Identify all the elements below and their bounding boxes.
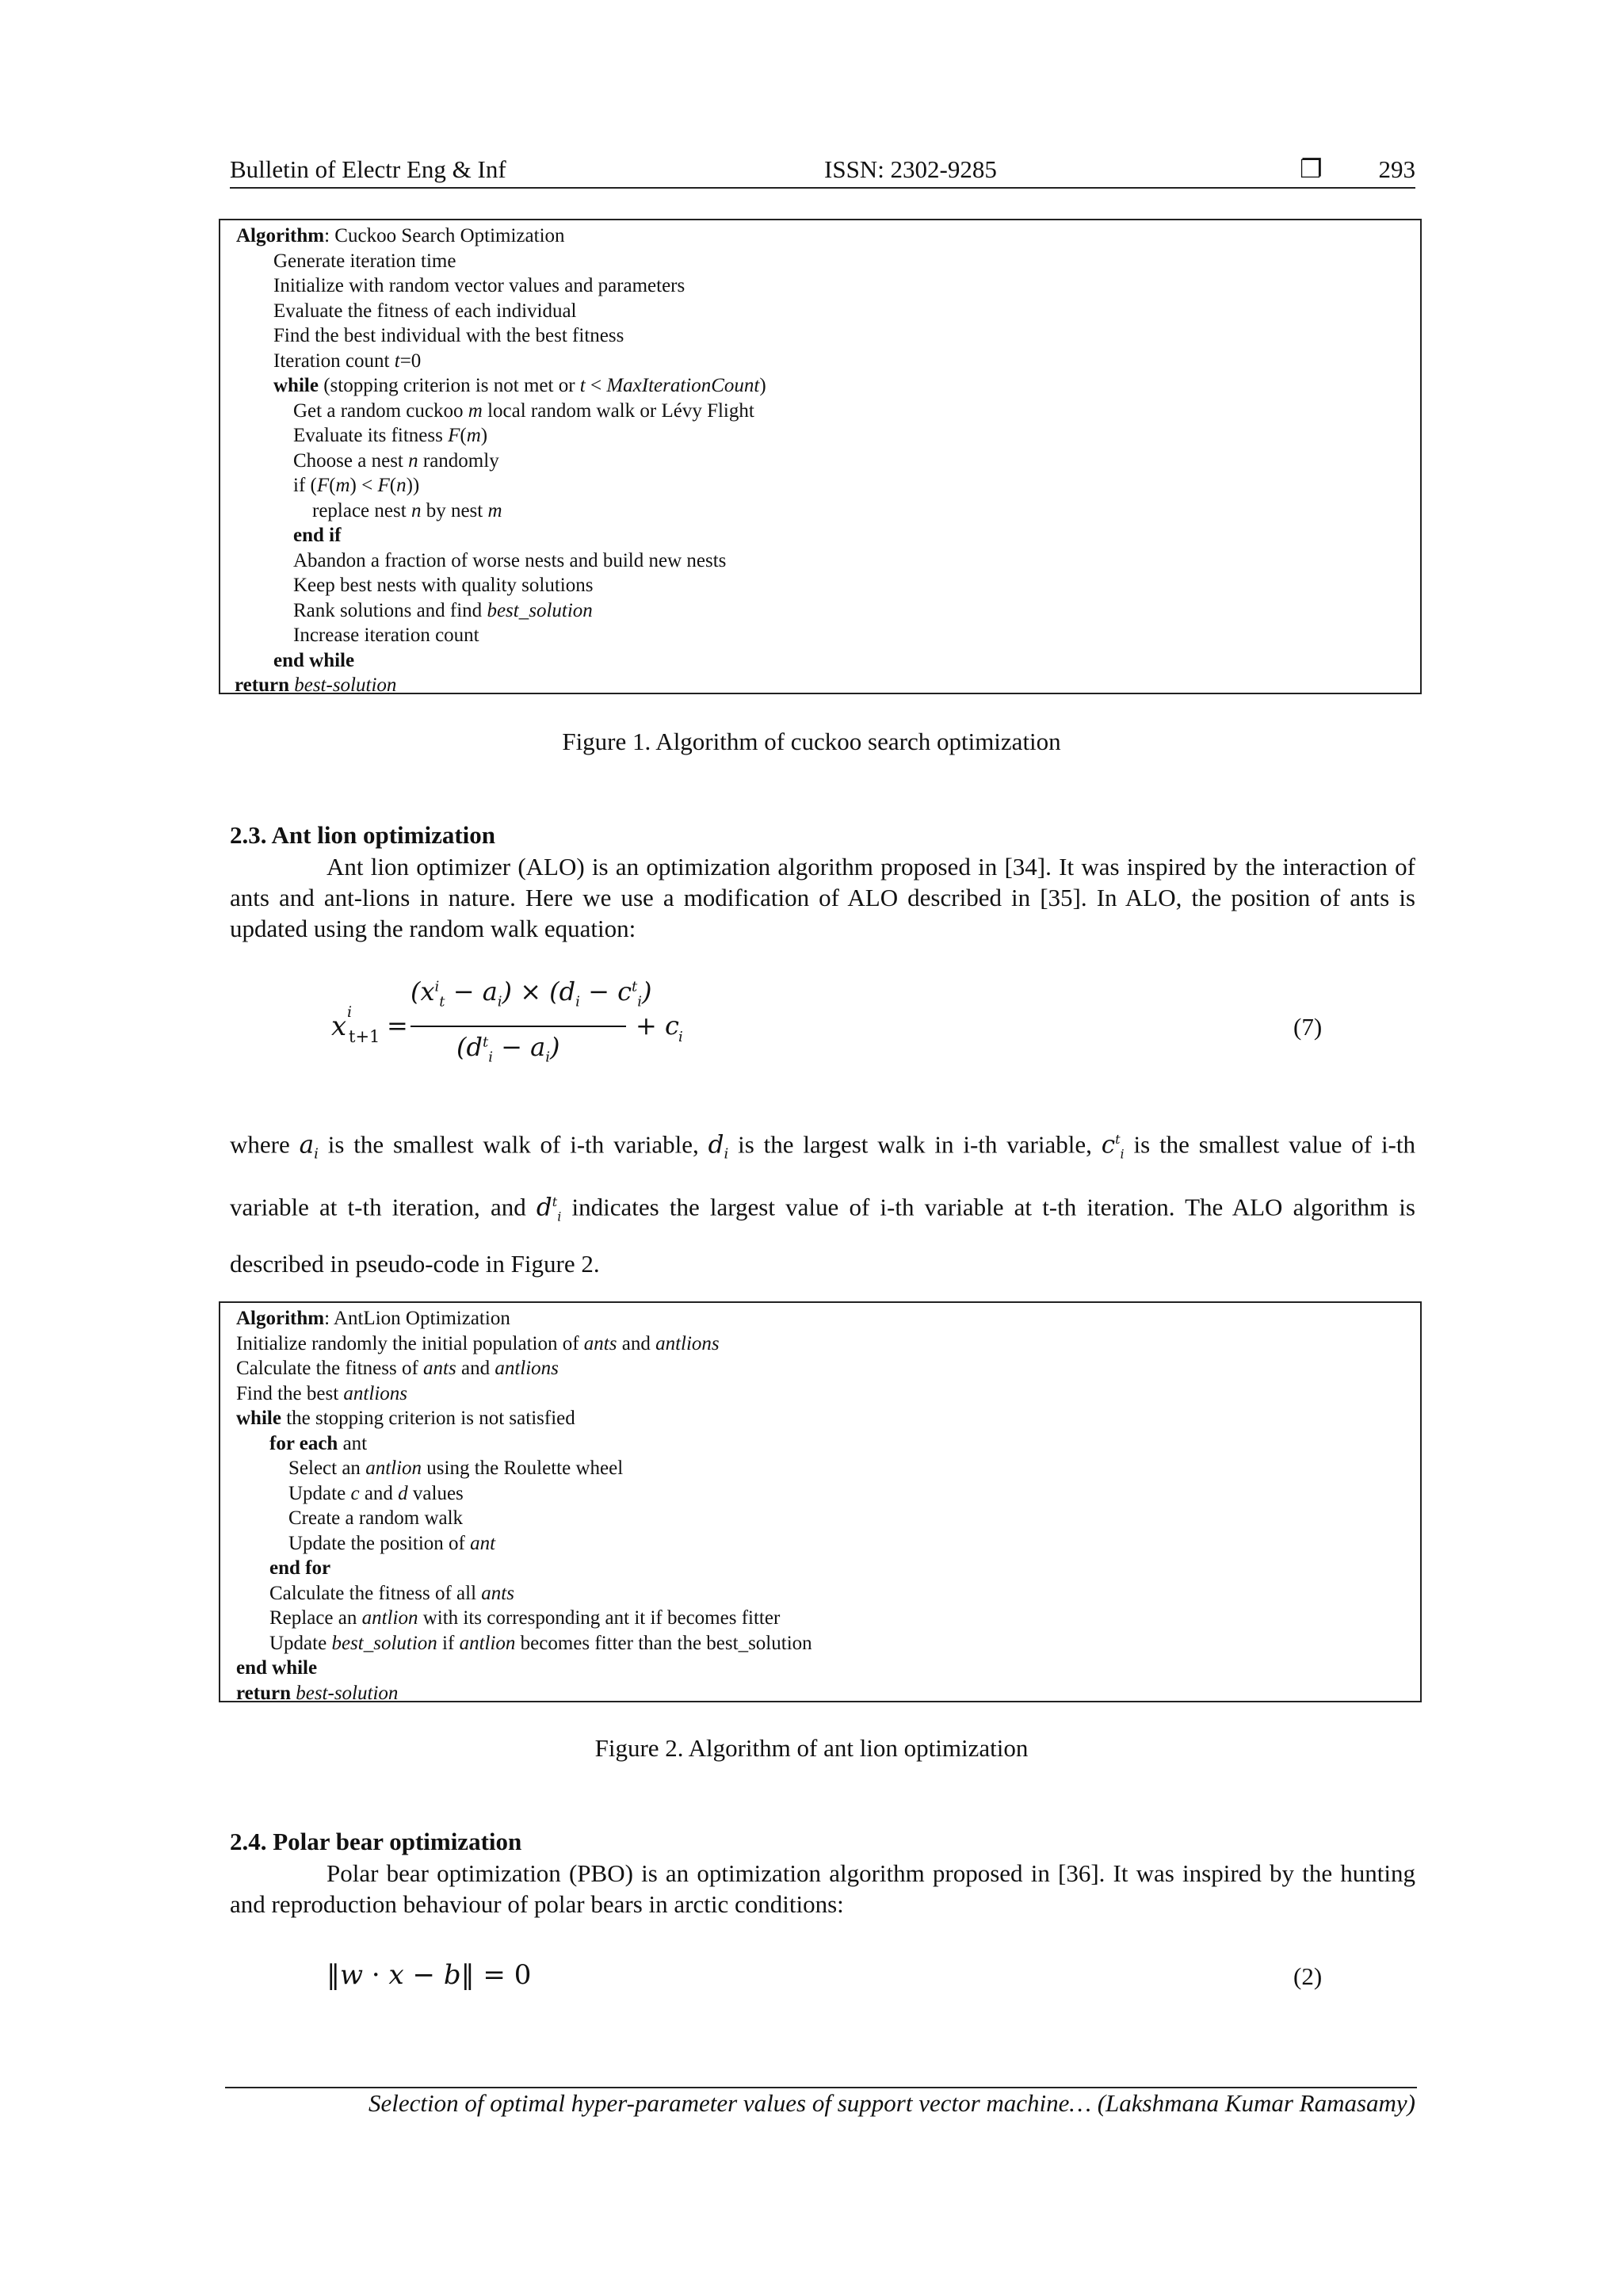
- figure-2-algorithm-box: [219, 1301, 1422, 1702]
- equation-number: (7): [1293, 1013, 1323, 1041]
- algorithm-line: Select an antlion using the Roulette wheel: [288, 1457, 624, 1479]
- algorithm-line: Replace an antlion with its corresponding ant it if becomes fitter: [269, 1607, 781, 1629]
- algorithm-line: end while: [236, 1657, 318, 1679]
- figure-1-algorithm-box: [219, 219, 1422, 694]
- algorithm-line: Find the best individual with the best fitness: [273, 325, 624, 346]
- algorithm-line: Update the position of ant: [288, 1532, 496, 1554]
- paragraph: Ant lion optimizer (ALO) is an optimization algorithm proposed in [34]. It was inspired by the interaction of ants and ant-lions in nature. Here we use a modification of ALO described in [35]. In ALO, the position of ants is updated using the random walk equation:: [230, 853, 1415, 942]
- algorithm-line: end while: [273, 649, 355, 671]
- section-heading: 2.4. Polar bear optimization: [230, 1828, 522, 1855]
- running-header: [230, 155, 1415, 189]
- algorithm-line: return best-solution: [235, 674, 397, 696]
- paragraph: Polar bear optimization (PBO) is an optimization algorithm proposed in [36]. It was inspired by the hunting and reproduction behaviour of polar bears in arctic conditions:: [230, 1859, 1415, 1918]
- algorithm-line: end for: [269, 1557, 331, 1579]
- footer-rule: [225, 2087, 1417, 2088]
- journal-name: Bulletin of Electr Eng & Inf: [230, 155, 506, 183]
- algorithm-line: return best-solution: [236, 1682, 399, 1704]
- issn: ISSN: 2302-9285: [824, 155, 997, 183]
- algorithm-line: Keep best nests with quality solutions: [293, 575, 594, 596]
- equation-number: (2): [1293, 1962, 1323, 1990]
- algorithm-line: Find the best antlions: [236, 1382, 407, 1404]
- figure-1-caption: Figure 1. Algorithm of cuckoo search optimization: [562, 728, 1061, 755]
- algorithm-line: Update best_solution if antlion becomes fitter than the best_solution: [269, 1632, 812, 1654]
- paragraph: where $a_i$ is the smallest walk of i-th variable, $d_i$ is the largest walk in i-th variable, $c^t_i$ is the smallest value of i-th variable at t-th iteration, and $d^t_i$ indicates the largest value of i-th variable at t-th iteration. The ALO algorithm is described in pseudo-code in Figure 2.: [230, 1130, 1415, 1278]
- algorithm-line: for each ant: [269, 1432, 368, 1454]
- running-footer: Selection of optimal hyper-parameter values of support vector machine… (Lakshmana Kumar Ramasamy): [369, 2089, 1415, 2117]
- algorithm-line: if (F(m) < F(n)): [293, 475, 420, 496]
- box-icon: ❐: [1300, 155, 1323, 183]
- algorithm-line: end if: [293, 525, 342, 546]
- algorithm-line: while the stopping criterion is not satisfied: [236, 1408, 575, 1429]
- algorithm-line: Get a random cuckoo m local random walk or Lévy Flight: [293, 399, 754, 422]
- algorithm-title: Algorithm: Cuckoo Search Optimization: [236, 225, 565, 246]
- algorithm-line: replace nest n by nest m: [312, 499, 502, 521]
- algorithm-line: Initialize with random vector values and parameters: [273, 275, 685, 296]
- algorithm-line: Update c and d values: [288, 1482, 464, 1504]
- fraction-numerator: $(x^i_t - a_i) \times (d_i - c^t_i)$: [411, 976, 652, 1010]
- algorithm-line: Calculate the fitness of ants and antlions: [236, 1358, 559, 1379]
- algorithm-line: Evaluate its fitness F(m): [293, 425, 488, 446]
- algorithm-line: Initialize randomly the initial population of ants and antlions: [236, 1332, 720, 1354]
- page-number: 293: [1378, 155, 1415, 183]
- algorithm-line: Generate iteration time: [273, 250, 456, 272]
- section-heading: 2.3. Ant lion optimization: [230, 821, 496, 849]
- figure-2-caption: Figure 2. Algorithm of ant lion optimization: [594, 1734, 1029, 1762]
- algorithm-line: Calculate the fitness of all ants: [269, 1582, 514, 1604]
- algorithm-line: Iteration count t=0: [273, 350, 422, 372]
- algorithm-line: Evaluate the fitness of each individual: [273, 300, 577, 322]
- fraction-denominator: $(d^t_i - a_i)$: [456, 1032, 560, 1066]
- algorithm-line: Create a random walk: [288, 1507, 464, 1529]
- algorithm-line: Increase iteration count: [293, 625, 479, 646]
- equation-2: ‖w · x − b‖ = 0: [327, 1959, 532, 1991]
- algorithm-line: Choose a nest n randomly: [293, 449, 499, 472]
- equation-7: x i t+1 = $(x^i_t - a_i) \times (d_i - c^t_i)$ $(d^t_i - a_i)$ + c i: [331, 976, 683, 1066]
- algorithm-line: Abandon a fraction of worse nests and build new nests: [293, 549, 727, 571]
- algorithm-line: while (stopping criterion is not met or t < MaxIterationCount): [273, 375, 766, 396]
- algorithm-title: Algorithm: AntLion Optimization: [236, 1308, 510, 1329]
- algorithm-line: Rank solutions and find best_solution: [293, 599, 593, 621]
- fraction-bar: [411, 1026, 626, 1027]
